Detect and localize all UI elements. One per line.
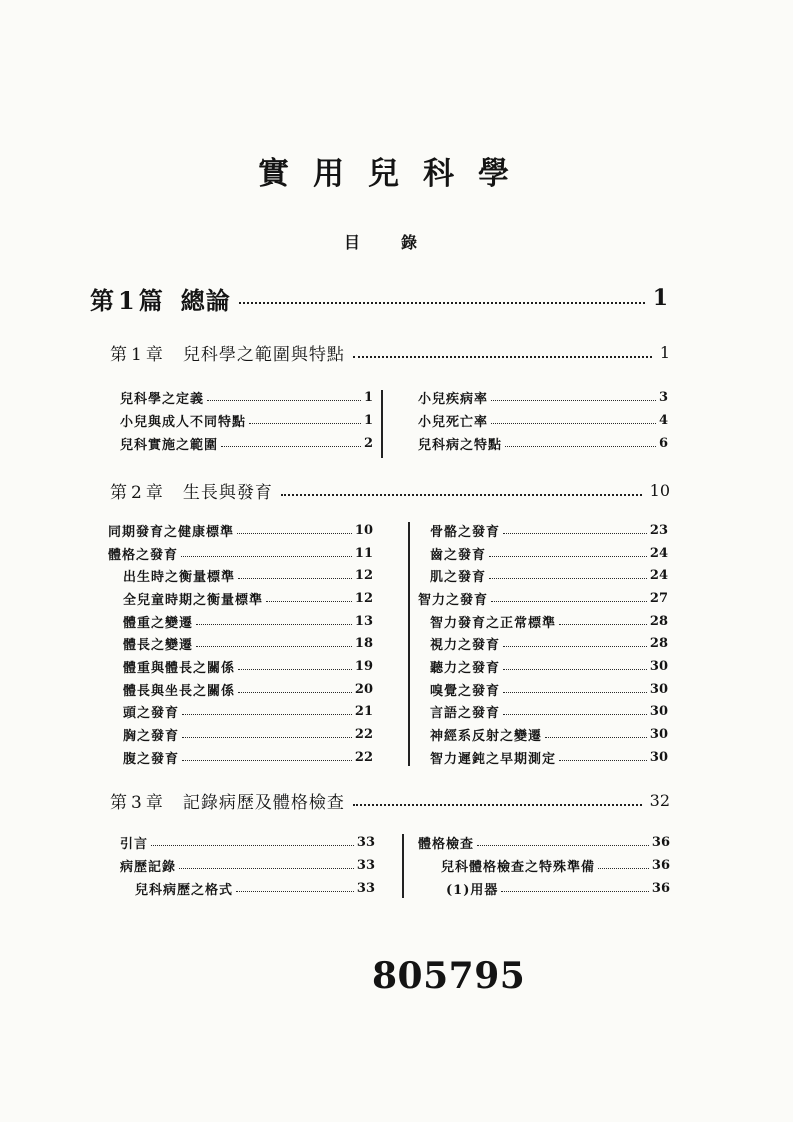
entry-page: 22 — [354, 727, 373, 743]
chapter-3-right-column — [418, 831, 670, 900]
entry-title: 神經系反射之變遷 — [430, 729, 543, 745]
entry-page: 33 — [356, 858, 375, 873]
book-title: 實用兒科學 — [258, 156, 533, 192]
toc-entry — [418, 432, 668, 455]
chapter-title: 記錄病歷及體格檢查 — [182, 792, 345, 813]
dot-leader — [238, 578, 352, 579]
toc-entry — [108, 610, 373, 633]
toc-entry — [418, 854, 670, 877]
entry-page: 24 — [649, 568, 668, 584]
entry-page: 30 — [649, 681, 668, 697]
entry-page: 2 — [363, 436, 373, 451]
entry-title: 出生時之衡量標準 — [123, 570, 236, 586]
entry-title: 體長與坐長之關係 — [123, 683, 236, 699]
toc-entry — [120, 386, 373, 409]
toc-entry — [120, 409, 373, 432]
entry-page: 3 — [658, 390, 668, 405]
dot-leader — [238, 692, 352, 693]
chapter-label: 第2章 — [110, 482, 167, 503]
toc-entry — [108, 519, 373, 542]
chapter-3-left-column — [120, 831, 375, 900]
dot-leader — [281, 494, 642, 496]
toc-entry — [108, 723, 373, 746]
toc-entry — [120, 432, 373, 455]
entry-title: 全兒童時期之衡量標準 — [123, 592, 264, 608]
toc-entry — [418, 519, 668, 542]
chapter-1-right-column — [418, 386, 668, 455]
entry-title: 體格檢查 — [418, 837, 475, 852]
dot-leader — [477, 845, 649, 846]
dot-leader — [501, 891, 649, 892]
toc-entry — [108, 587, 373, 610]
dot-leader — [545, 737, 647, 738]
entry-page: 20 — [354, 681, 373, 697]
entry-page: 11 — [354, 545, 373, 561]
chapter-page: 10 — [649, 480, 670, 500]
dot-leader — [491, 601, 647, 602]
toc-entry — [418, 701, 668, 724]
entry-title: 胸之發育 — [123, 729, 180, 745]
column-divider — [381, 390, 383, 458]
dot-leader — [236, 891, 354, 892]
column-divider — [402, 834, 404, 898]
dot-leader — [505, 446, 656, 447]
dot-leader — [181, 556, 352, 557]
toc-entry — [120, 877, 375, 900]
entry-title: 肌之發育 — [430, 570, 487, 586]
toc-entry — [418, 877, 670, 900]
entry-title: (1)用器 — [446, 883, 499, 898]
dot-leader — [503, 692, 647, 693]
dot-leader — [151, 845, 354, 846]
toc-entry — [418, 723, 668, 746]
part-page: 1 — [652, 285, 668, 311]
dot-leader — [503, 533, 647, 534]
entry-page: 12 — [354, 568, 373, 584]
entry-title: 同期發育之健康標準 — [108, 524, 235, 540]
dot-leader — [489, 578, 647, 579]
entry-title: 骨骼之發育 — [430, 524, 501, 540]
toc-entry — [108, 746, 373, 769]
entry-page: 30 — [649, 704, 668, 720]
toc-entry — [418, 632, 668, 655]
entry-page: 10 — [354, 522, 373, 538]
entry-page: 1 — [363, 390, 373, 405]
toc-entry — [418, 587, 668, 610]
part-title: 總論 — [180, 285, 231, 315]
chapter-label: 第3章 — [110, 792, 167, 813]
chapter-label: 第1章 — [110, 344, 167, 365]
chapter-page: 1 — [659, 342, 670, 362]
entry-page: 27 — [649, 590, 668, 606]
entry-page: 19 — [354, 658, 373, 674]
chapter-title: 生長與發育 — [182, 482, 273, 503]
entry-page: 21 — [354, 704, 373, 720]
entry-page: 6 — [658, 436, 668, 451]
entry-page: 22 — [354, 749, 373, 765]
toc-entry — [418, 655, 668, 678]
column-divider — [408, 522, 410, 766]
toc-heading: 目錄 — [344, 233, 459, 252]
dot-leader — [598, 868, 649, 869]
toc-entry — [418, 831, 670, 854]
entry-page: 33 — [356, 881, 375, 896]
entry-page: 30 — [649, 727, 668, 743]
entry-page: 30 — [649, 658, 668, 674]
entry-page: 36 — [651, 881, 670, 896]
dot-leader — [503, 669, 647, 670]
dot-leader — [249, 423, 361, 424]
entry-page: 36 — [651, 858, 670, 873]
part-label: 第1篇 — [90, 285, 167, 315]
entry-page: 28 — [649, 636, 668, 652]
chapter-title: 兒科學之範圍與特點 — [182, 344, 345, 365]
dot-leader — [238, 669, 352, 670]
dot-leader — [559, 760, 647, 761]
entry-page: 23 — [649, 522, 668, 538]
entry-title: 兒科學之定義 — [120, 392, 205, 407]
dot-leader — [239, 302, 645, 304]
entry-page: 24 — [649, 545, 668, 561]
entry-title: 體格之發育 — [108, 547, 179, 563]
dot-leader — [196, 646, 352, 647]
toc-entry — [120, 854, 375, 877]
entry-page: 28 — [649, 613, 668, 629]
entry-page: 33 — [356, 835, 375, 850]
toc-entry — [418, 610, 668, 633]
entry-title: 兒科病歷之格式 — [135, 883, 234, 898]
entry-page: 1 — [363, 413, 373, 428]
toc-entry — [108, 678, 373, 701]
entry-page: 36 — [651, 835, 670, 850]
entry-title: 小兒疾病率 — [418, 392, 489, 407]
chapter-heading — [110, 788, 670, 812]
toc-entry — [418, 542, 668, 565]
entry-title: 智力發育之正常標準 — [430, 615, 557, 631]
entry-page: 4 — [658, 413, 668, 428]
chapter-heading — [110, 340, 670, 364]
entry-title: 兒科實施之範圍 — [120, 438, 219, 453]
entry-title: 嗅覺之發育 — [430, 683, 501, 699]
dot-leader — [182, 737, 352, 738]
toc-entry — [418, 409, 668, 432]
dot-leader — [179, 868, 354, 869]
entry-page: 30 — [649, 749, 668, 765]
catalog-number: 805795 — [372, 955, 526, 997]
entry-title: 頭之發育 — [123, 706, 180, 722]
part-heading — [90, 283, 668, 313]
entry-title: 體重與體長之關係 — [123, 660, 236, 676]
toc-entry — [108, 542, 373, 565]
entry-page: 18 — [354, 636, 373, 652]
dot-leader — [491, 400, 656, 401]
dot-leader — [221, 446, 361, 447]
dot-leader — [503, 646, 647, 647]
dot-leader — [353, 804, 642, 806]
dot-leader — [182, 714, 352, 715]
dot-leader — [489, 556, 647, 557]
toc-entry — [120, 831, 375, 854]
entry-title: 聽力之發育 — [430, 660, 501, 676]
entry-title: 智力之發育 — [418, 592, 489, 608]
entry-title: 病歷記錄 — [120, 860, 177, 875]
chapter-page: 32 — [649, 790, 670, 810]
entry-page: 12 — [354, 590, 373, 606]
toc-entry — [108, 564, 373, 587]
dot-leader — [237, 533, 352, 534]
entry-title: 視力之發育 — [430, 638, 501, 654]
chapter-heading — [110, 478, 670, 502]
entry-title: 兒科病之特點 — [418, 438, 503, 453]
entry-title: 小兒與成人不同特點 — [120, 415, 247, 430]
entry-title: 體長之變遷 — [123, 638, 194, 654]
toc-entry — [418, 386, 668, 409]
dot-leader — [491, 423, 656, 424]
toc-entry — [418, 678, 668, 701]
dot-leader — [559, 624, 647, 625]
chapter-2-left-column — [108, 519, 373, 769]
toc-entry — [418, 746, 668, 769]
dot-leader — [207, 400, 361, 401]
entry-title: 兒科體格檢查之特殊準備 — [441, 860, 596, 875]
entry-title: 腹之發育 — [123, 751, 180, 767]
toc-entry — [418, 564, 668, 587]
entry-title: 智力遲鈍之早期測定 — [430, 751, 557, 767]
entry-title: 言語之發育 — [430, 706, 501, 722]
entry-title: 體重之變遷 — [123, 615, 194, 631]
dot-leader — [182, 760, 352, 761]
entry-title: 齒之發育 — [430, 547, 487, 563]
entry-title: 小兒死亡率 — [418, 415, 489, 430]
toc-entry — [108, 655, 373, 678]
dot-leader — [266, 601, 352, 602]
chapter-1-left-column — [120, 386, 373, 455]
entry-title: 引言 — [120, 837, 149, 852]
toc-entry — [108, 701, 373, 724]
entry-page: 13 — [354, 613, 373, 629]
dot-leader — [503, 714, 647, 715]
toc-entry — [108, 632, 373, 655]
chapter-2-right-column — [418, 519, 668, 769]
dot-leader — [196, 624, 352, 625]
dot-leader — [353, 356, 652, 358]
